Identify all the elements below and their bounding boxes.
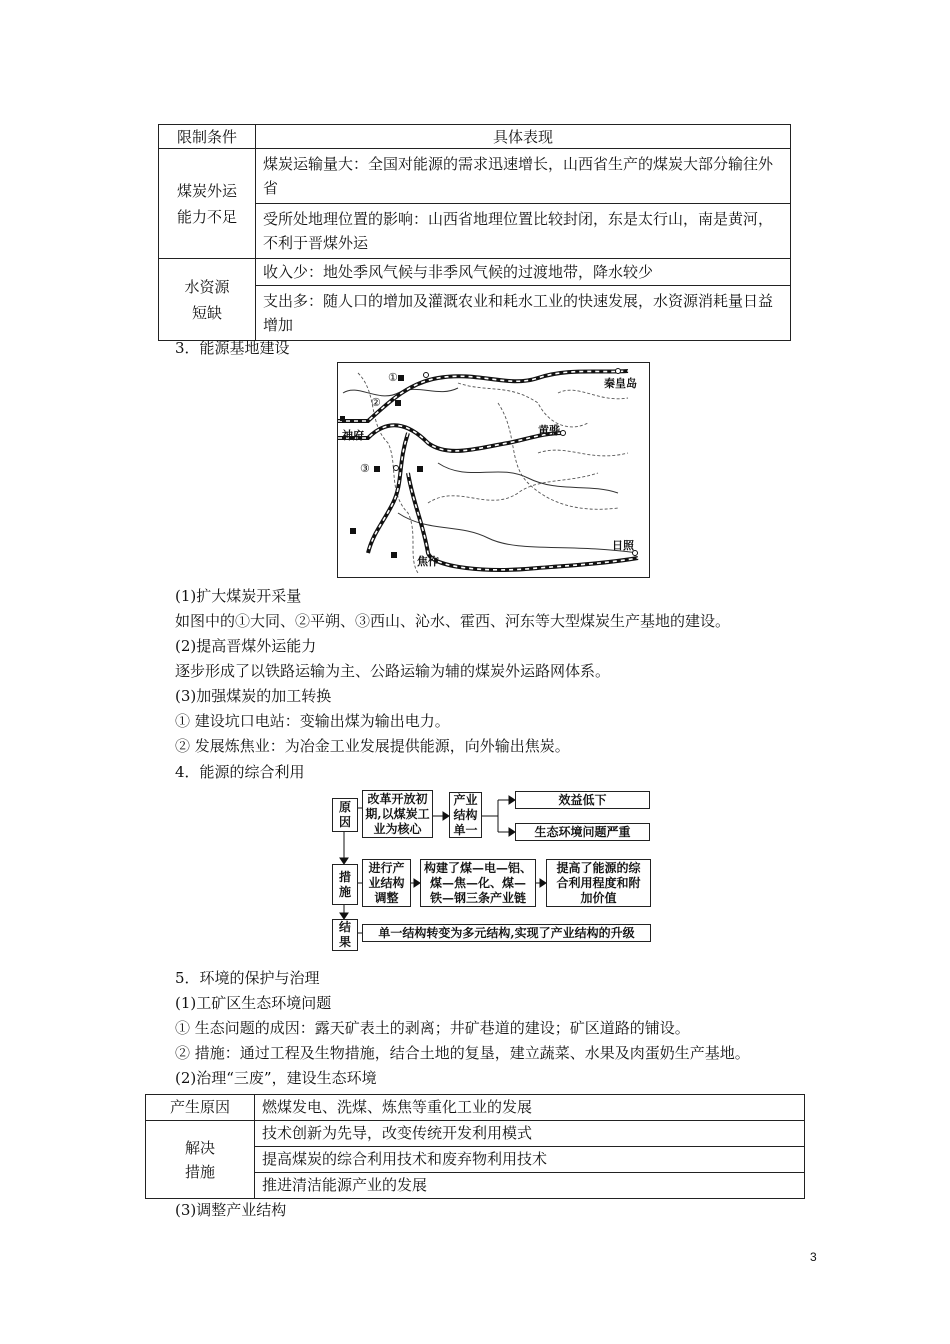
map-label: 黄骅 [538, 424, 560, 437]
effect-box: 生态环境问题严重 [515, 823, 650, 841]
table-label: 产生原因 [146, 1095, 255, 1121]
body-line: ② 措施：通过工程及生物措施，结合土地的复垦，建立蔬菜、水果及肉蛋奶生产基地。 [175, 1044, 750, 1062]
measure-box: 措 施 [332, 864, 358, 905]
effect-box: 效益低下 [515, 791, 650, 809]
body-line: (3)调整产业结构 [175, 1201, 287, 1219]
body-line: 如图中的①大同、②平朔、③西山、沁水、霍西、河东等大型煤炭生产基地的建设。 [175, 612, 731, 630]
flowchart [330, 788, 655, 953]
table-cell: 燃煤发电、洗煤、炼焦等重化工业的发展 [255, 1095, 805, 1121]
body-line: ① 建设坑口电站：变输出煤为输出电力。 [175, 712, 450, 730]
table-cell: 受所处地理位置的影响：山西省地理位置比较封闭，东是太行山，南是黄河，不利于晋煤外运 [256, 204, 791, 259]
table-cell: 提高煤炭的综合利用技术和废弃物利用技术 [255, 1147, 805, 1173]
group-label: 水资源 短缺 [159, 259, 256, 341]
table-cell: 推进清洁能源产业的发展 [255, 1173, 805, 1199]
table-cell: 收入少：地处季风气候与非季风气候的过渡地带，降水较少 [256, 259, 791, 286]
map-label: 神府 [342, 429, 364, 442]
table-label: 解决 措施 [146, 1121, 255, 1199]
single-structure-box: 产业 结构 单一 [449, 792, 482, 838]
map-label: 日照 [612, 539, 634, 552]
result-text-box: 单一结构转变为多元结构,实现了产业结构的升级 [362, 924, 651, 942]
table-cell: 煤炭运输量大：全国对能源的需求迅速增长，山西省生产的煤炭大部分输往外省 [256, 149, 791, 204]
constraints-table [158, 124, 791, 341]
body-line: ② 发展炼焦业：为冶金工业发展提供能源，向外输出焦炭。 [175, 737, 570, 755]
section-title: 3．能源基地建设 [175, 339, 290, 357]
result-box: 结 果 [332, 919, 358, 951]
body-line: 逐步形成了以铁路运输为主、公路运输为辅的煤炭外运路网体系。 [175, 662, 611, 680]
map-label: 秦皇岛 [604, 377, 637, 390]
body-line: (1)扩大煤炭开采量 [175, 587, 302, 605]
section-title: 5．环境的保护与治理 [175, 969, 320, 987]
table-header: 具体表现 [256, 125, 791, 149]
body-line: (3)加强煤炭的加工转换 [175, 687, 332, 705]
map-label: ③ [360, 462, 370, 475]
group-label: 煤炭外运 能力不足 [159, 149, 256, 259]
three-wastes-table [145, 1094, 805, 1199]
map-label: ① [388, 371, 398, 384]
cause-text-box: 改革开放初 期,以煤炭工 业为核心 [362, 790, 433, 838]
body-line: ① 生态问题的成因：露天矿表土的剥离；井矿巷道的建设；矿区道路的铺设。 [175, 1019, 690, 1037]
industry-chain-box: 构建了煤—电—铝、 煤—焦—化、煤— 铁—钢三条产业链 [420, 859, 536, 907]
map-label: 焦作 [417, 555, 439, 568]
body-line: (2)提高晋煤外运能力 [175, 637, 317, 655]
map-graphic [338, 363, 649, 577]
coal-base-map [337, 362, 650, 578]
table-cell: 支出多：随人口的增加及灌溉农业和耗水工业的快速发展，水资源消耗量日益增加 [256, 286, 791, 341]
improvement-box: 提高了能源的综 合利用程度和附 加价值 [546, 859, 651, 907]
measure-text-box: 进行产 业结构 调整 [362, 859, 411, 907]
cause-box: 原 因 [332, 798, 358, 832]
table-header: 限制条件 [159, 125, 256, 149]
body-line: (2)治理“三废”，建设生态环境 [175, 1069, 377, 1087]
page-number: 3 [810, 1250, 817, 1264]
map-label: ② [371, 396, 381, 409]
section-title: 4．能源的综合利用 [175, 763, 305, 781]
table-cell: 技术创新为先导，改变传统开发利用模式 [255, 1121, 805, 1147]
body-line: (1)工矿区生态环境问题 [175, 994, 332, 1012]
